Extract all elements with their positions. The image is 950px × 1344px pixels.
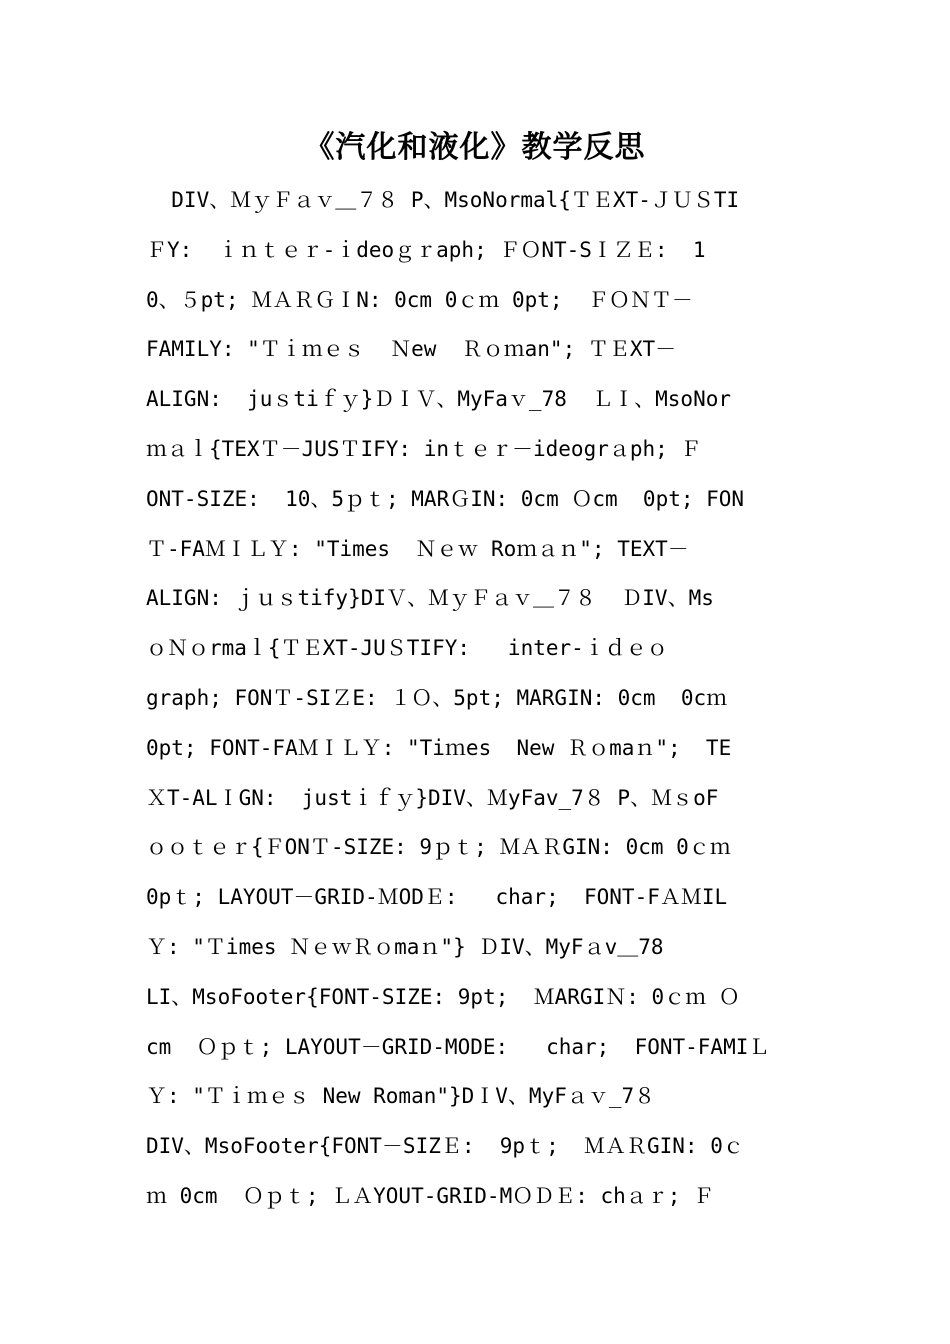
body-line: LI、MsoFooter{FONT-SIZE: 9pt; ＭARGIＮ: 0ｃｍ Ｏ — [146, 984, 740, 1009]
body-line: DIV、MsoFooter{FONT－SIZＥ: 9pｔ; ＭＡＲGIN: 0ｃ — [146, 1134, 744, 1159]
body-line: ALIGN: juｓtiｆｙ}ＤＩＶ、MyFaｖ_78 ＬＩ、MsoNor — [146, 387, 732, 412]
body-line: ｍ 0cm Ｏｐｔ; ＬＡYOUT-GRID-MＯＤＥ: chａｒ; Ｆ — [146, 1183, 715, 1208]
body-line: ｏＮｏrmaｌ{ＴＥXT-JUＳTIFY: inter-ｉｄｅｏ — [146, 636, 668, 661]
body-line: graph; FONＴ-SIＺE: １Ｏ、5pt; MARGIN: 0cm 0cｍ — [146, 685, 728, 710]
body-line: FAMILY: "Ｔｉｍｅｓ Ｎew Ｒｏｍan"; ＴＥXT－ — [146, 337, 677, 362]
document-body — [146, 176, 826, 1222]
body-line: cm Ｏｐｔ; LAYOUT－GRID-MODE: char; FONT-FAMIＬ — [146, 1034, 770, 1059]
body-line: Ｙ: "Ｔｉｍｅｓ New Roman"}DＩV、MyFａｖ_7８ — [146, 1084, 656, 1109]
body-line: DIV、ＭｙＦａｖ＿７８ P、MsoNormal{ＴＥXT-ＪＵＳTI — [146, 188, 740, 212]
body-line: ONT-SIZE: 10、5ｐｔ; MARＧIN: 0cm Ｏcm 0pt; FON — [146, 486, 745, 511]
body-line: 0pt; FONT-FAＭＩＬＹ: "Tiｍes New Ｒｏmaｎ"; TE — [146, 735, 732, 760]
body-line: ALIGN: ｊｕｓtify}DIＶ、ＭｙＦａｖ＿７８ ＤIV、Ms — [146, 586, 714, 611]
document-title: 《汽化和液化》教学反思 — [304, 130, 646, 165]
body-line: Ｙ: "Ｔimes ＮｅｗＲｏmaｎ"} ＤIV、MyFａv＿78 — [146, 934, 664, 959]
body-line: 0、５pt; ＭＡＲＧＩN: 0cm 0ｃｍ 0pt; ＦＯＮＴ－ — [146, 287, 693, 312]
body-line: Ｔ-FAＭＩＬＹ: "Times Ｎｅｗ Roｍａｎ"; TEXT－ — [146, 536, 689, 561]
body-line: 0pｔ; LAYOUT－GRID-ＭODＥ: char; FONT-FＡＭIL — [146, 885, 728, 910]
body-line: ＸT-ALＩGN: justｉｆｙ}DIV、ＭyFav_7８ P、ＭｓoF — [146, 785, 719, 810]
body-line: ｍａｌ{TEXＴ－JUSＴIFY: inｔｅｒ－ideogrａph; Ｆ — [146, 436, 702, 461]
body-line: ｏｏｔｅｒ{ＦONＴ-SIZE: 9ｐｔ; ＭＡＲGIN: 0cm 0ｃｍ — [146, 835, 731, 860]
body-line: ＦY: ｉｎｔｅｒ-ｉdeoｇｒaph; ＦＯNT-SＩＺＥ: 1 — [146, 237, 706, 262]
